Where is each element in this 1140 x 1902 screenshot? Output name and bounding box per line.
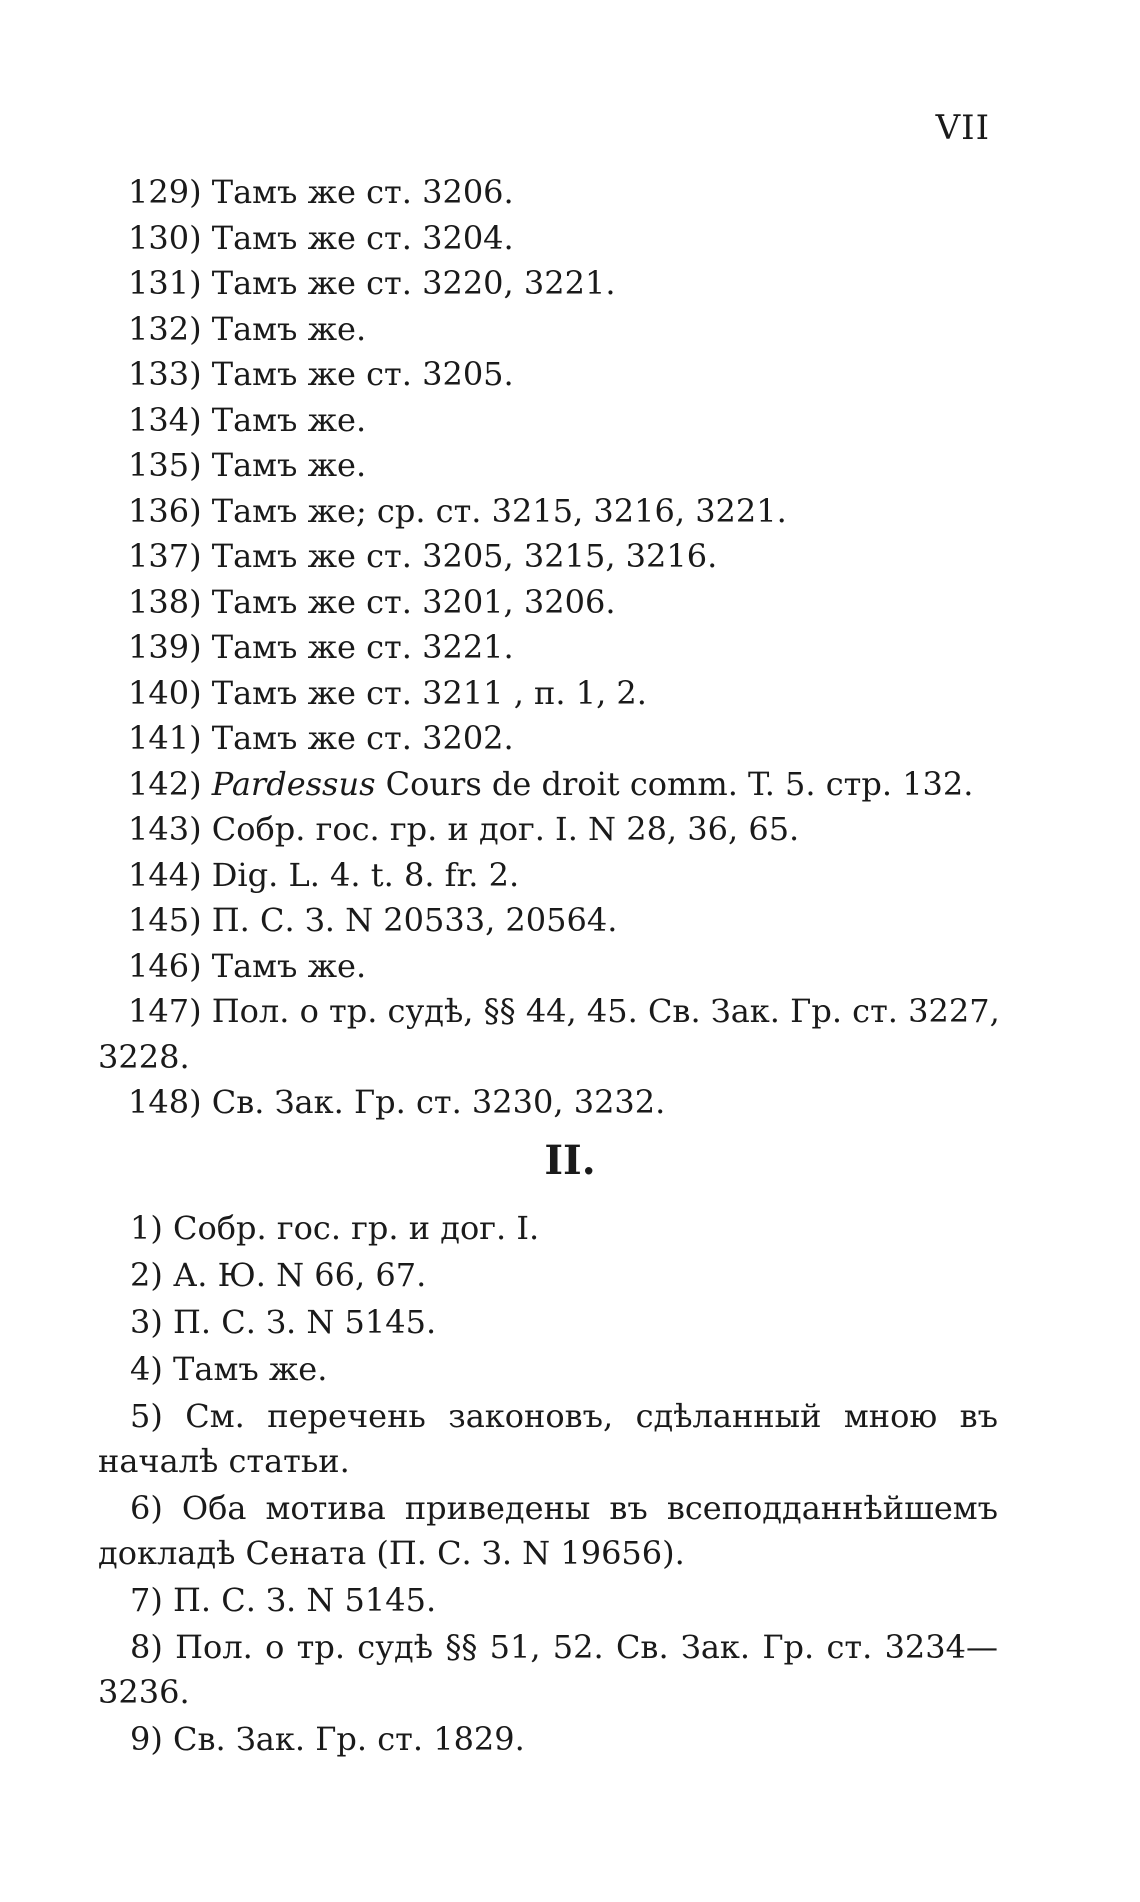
footnote-number: 138) [128, 582, 202, 621]
footnote-text: Собр. гос. гр. и дог. I. N 28, 36, 65. [211, 810, 800, 848]
footnote-number: 129) [128, 173, 202, 211]
footnote-text: Тамъ же ст. 3211 , п. 1, 2. [211, 673, 647, 712]
footnote-number: 137) [128, 537, 202, 575]
footnote-number: 148) [128, 1083, 202, 1121]
footnote-144 [128, 853, 1008, 899]
footnote-number: 147) [128, 992, 202, 1030]
footnote-text: Св. Зак. Гр. ст. 3230, 3232. [211, 1083, 666, 1121]
footnote-text: Оба мотива приведены въ всеподданнѣйшемъ докладѣ Сената (П. С. З. N 19656). [98, 1489, 999, 1572]
footnote-2 [98, 1253, 998, 1298]
footnote-number: 132) [128, 309, 202, 348]
footnote-134 [128, 398, 1008, 444]
footnote-text: Тамъ же. [211, 446, 367, 484]
footnote-text: Dig. L. 4. t. 8. fr. 2. [211, 855, 520, 894]
footnote-text: А. Ю. N 66, 67. [173, 1256, 427, 1294]
footnote-130 [128, 216, 1008, 262]
footnote-145 [128, 898, 1008, 944]
footnote-text: П. С. З. N 5145. [173, 1581, 437, 1619]
footnote-number: 7) [130, 1581, 163, 1619]
footnote-6 [98, 1486, 998, 1576]
footnote-1 [98, 1206, 998, 1251]
footnote-number: 5) [130, 1397, 163, 1435]
footnote-3 [98, 1300, 998, 1345]
footnote-number: 142) [128, 764, 202, 803]
footnote-147 [128, 989, 1008, 1035]
footnote-131 [128, 261, 1008, 307]
footnote-129 [128, 170, 1008, 216]
footnote-number: 135) [128, 446, 202, 484]
footnote-text: Тамъ же; ср. ст. 3215, 3216, 3221. [211, 491, 787, 530]
footnote-text: Собр. гос. гр. и дог. I. [173, 1209, 540, 1247]
footnote-143 [128, 807, 1008, 853]
footnote-text: П. С. З. N 5145. [173, 1303, 437, 1341]
footnote-number: 134) [128, 400, 202, 439]
footnote-139 [128, 625, 1008, 671]
footnote-text: Тамъ же ст. 3206. [211, 173, 514, 211]
footnote-number: 133) [128, 355, 202, 393]
footnote-5 [98, 1394, 998, 1484]
footnote-number: 2) [130, 1256, 163, 1294]
footnote-text: Св. Зак. Гр. ст. 1829. [173, 1720, 525, 1758]
footnote-138 [128, 580, 1008, 626]
footnote-text: См. перечень законовъ, сдѣланный мною въ началѣ статьи. [98, 1397, 999, 1480]
footnote-text: Тамъ же ст. 3221. [211, 628, 514, 666]
footnote-number: 141) [128, 719, 202, 757]
footnote-number: 146) [128, 946, 202, 985]
section-heading: II. [544, 1137, 596, 1184]
footnote-7 [98, 1578, 998, 1623]
page-number: VII [935, 108, 990, 148]
footnote-136 [128, 489, 1008, 535]
footnote-text: Тамъ же ст. 3220, 3221. [211, 264, 616, 302]
footnote-number: 130) [128, 218, 202, 257]
footnote-number: 131) [128, 264, 202, 302]
footnote-number: 144) [128, 855, 202, 894]
footnote-137 [128, 534, 1008, 580]
footnote-text: Пол. о тр. судѣ, §§ 44, 45. Св. Зак. Гр. ст. 3227, [211, 992, 1000, 1030]
footnote-number: 4) [130, 1350, 163, 1388]
footnote-number: 6) [130, 1489, 163, 1527]
footnote-text: Тамъ же ст. 3205, 3215, 3216. [211, 537, 718, 575]
footnote-132 [128, 307, 1008, 353]
footnote-4 [98, 1347, 998, 1392]
footnote-135 [128, 443, 1008, 489]
footnote-140 [128, 671, 1008, 717]
footnote-142 [128, 762, 1008, 808]
footnote-text: Тамъ же. [211, 309, 367, 348]
footnote-text: Тамъ же ст. 3202. [211, 719, 514, 757]
footnote-146 [128, 944, 1008, 990]
footnote-8 [98, 1625, 998, 1715]
footnote-9 [98, 1717, 998, 1762]
footnote-133 [128, 352, 1008, 398]
footnote-text: Пол. о тр. судѣ §§ 51, 52. Св. Зак. Гр. ст. 3234—3236. [98, 1628, 999, 1711]
footnote-text: Тамъ же ст. 3201, 3206. [211, 582, 616, 621]
footnote-text: Тамъ же. [211, 946, 367, 985]
footnote-number: 140) [128, 673, 202, 712]
footnotes-list-part2 [98, 1206, 998, 1764]
footnote-number: 143) [128, 810, 202, 848]
footnote-number: 9) [130, 1720, 163, 1758]
footnote-text: П. С. З. N 20533, 20564. [211, 901, 618, 939]
footnote-text: Тамъ же. [211, 400, 367, 439]
footnote-text: Cours de droit comm. T. 5. стр. 132. [385, 764, 974, 803]
footnote-author: Pardessus [211, 764, 376, 803]
footnote-number: 8) [130, 1628, 163, 1666]
footnote-number: 136) [128, 491, 202, 530]
footnote-text: Тамъ же ст. 3204. [211, 218, 514, 257]
footnote-number: 139) [128, 628, 202, 666]
footnote-text: Тамъ же ст. 3205. [211, 355, 514, 393]
footnote-141 [128, 716, 1008, 762]
footnote-text: Тамъ же. [173, 1350, 328, 1388]
footnote-147-continuation: 3228. [98, 1037, 190, 1076]
footnote-number: 1) [130, 1209, 163, 1247]
footnotes-list-part1 [98, 170, 1008, 1126]
footnote-148 [128, 1080, 1008, 1126]
footnote-number: 145) [128, 901, 202, 939]
footnote-number: 3) [130, 1303, 163, 1341]
